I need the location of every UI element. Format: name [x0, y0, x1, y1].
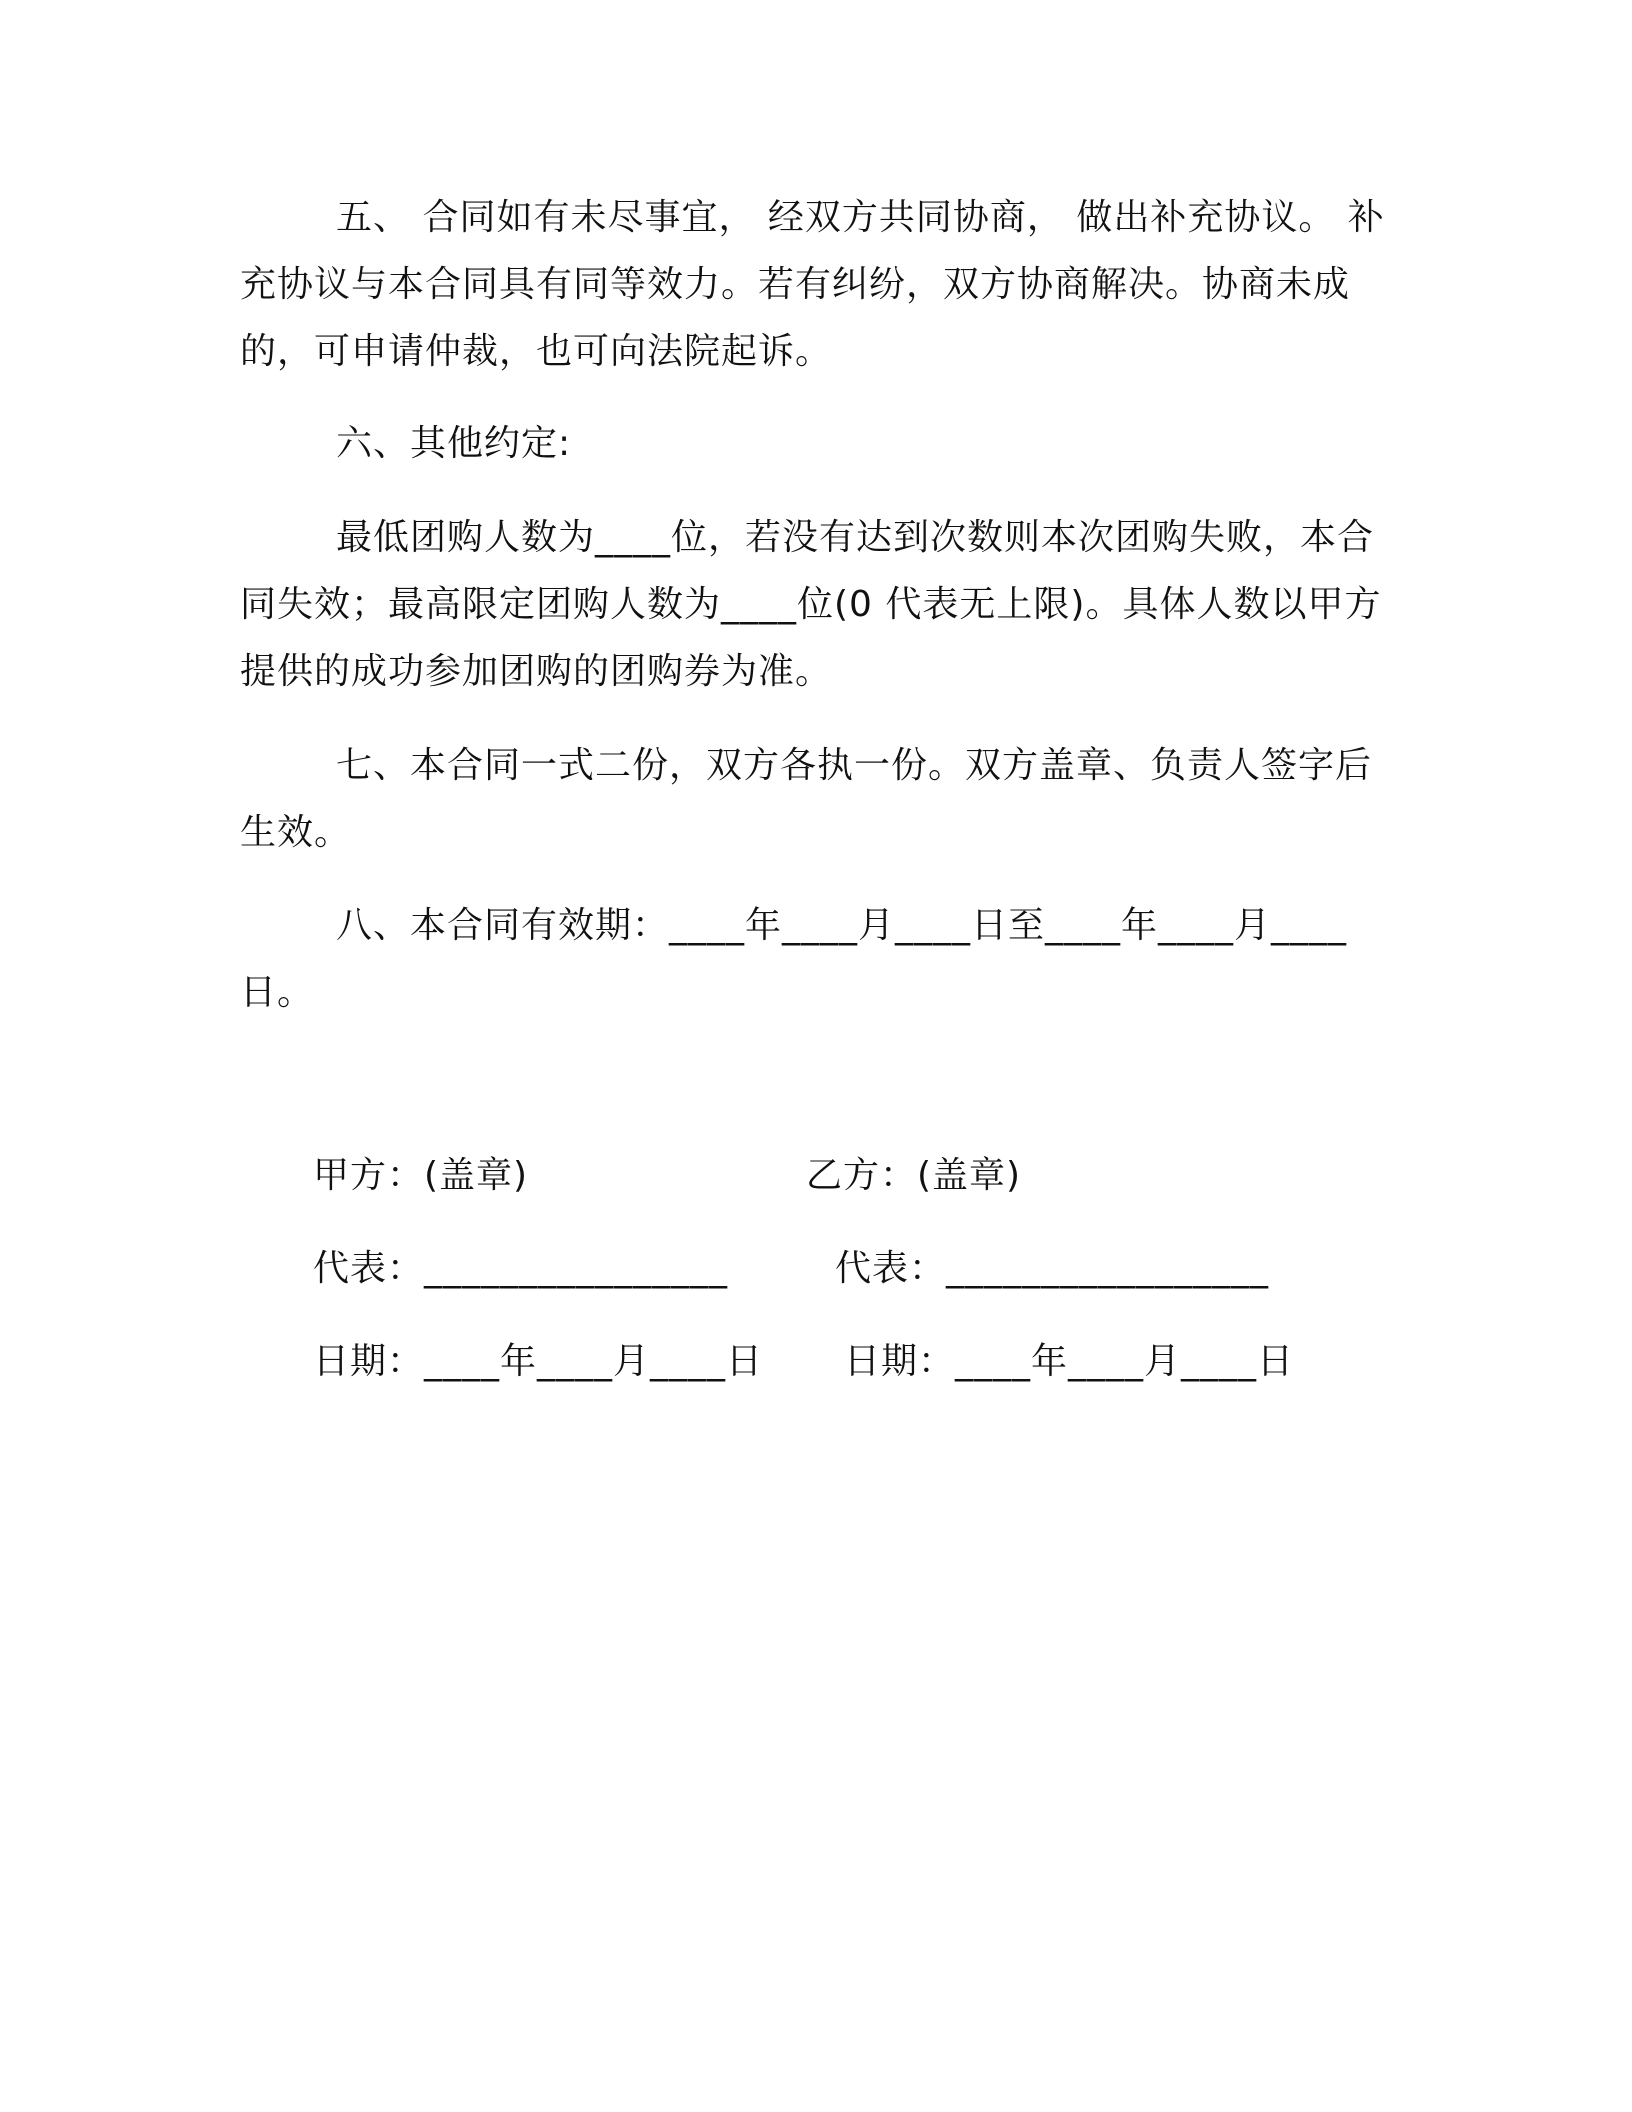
clause-eight: 八、本合同有效期：____年____月____日至____年____月____日。 [240, 905, 1348, 1013]
clause-six-body: 最低团购人数为____位，若没有达到次数则本次团购失败，本合同失效；最高限定团购人数为____位(0 代表无上限)。具体人数以甲方提供的成功参加团购的团购券为准。 [240, 517, 1382, 692]
clause-seven: 七、本合同一式二份，双方各执一份。双方盖章、负责人签字后生效。 [240, 745, 1373, 853]
party-b-representative: 代表：_________________ [835, 1248, 1270, 1289]
party-a-title: 甲方：(盖章) [313, 1155, 529, 1196]
clause-five: 五、 合同如有未尽事宜， 经双方共同协商， 做出补充协议。 补充协议与本合同具有同等效力。若有纠纷，双方协商解决。协商未成的，可申请仲裁，也可向法院起诉。 [240, 197, 1385, 372]
party-a-representative: 代表：________________ [313, 1248, 729, 1289]
party-b-date: 日期：____年____月____日 [844, 1341, 1295, 1382]
party-a-date: 日期：____年____月____日 [313, 1341, 764, 1382]
party-b-title: 乙方：(盖章) [806, 1155, 1022, 1196]
clause-six-heading: 六、其他约定: [336, 423, 572, 464]
